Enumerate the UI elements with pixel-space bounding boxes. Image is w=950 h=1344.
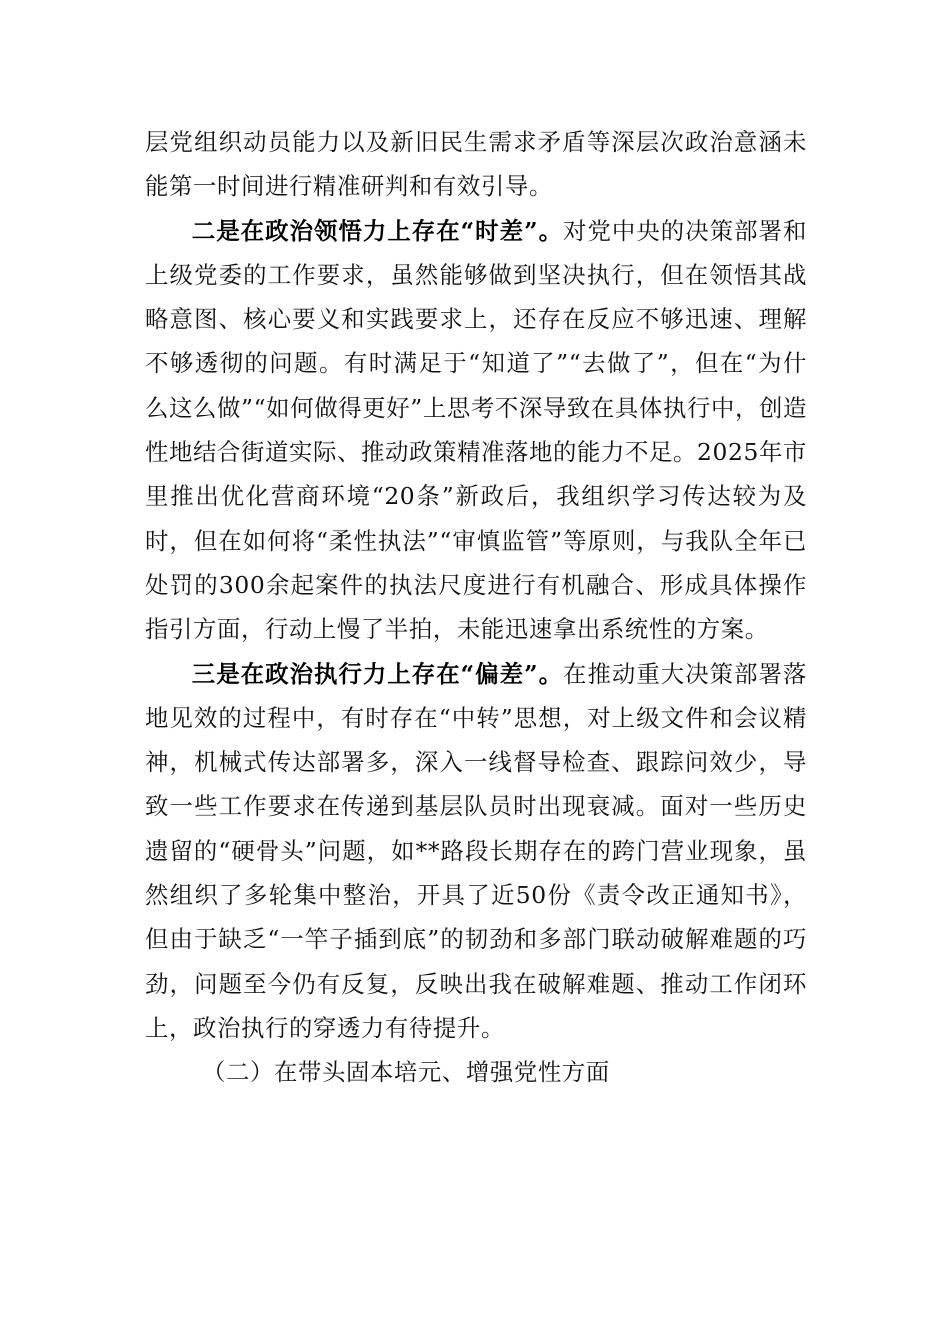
document-page (145, 120, 807, 1095)
paragraph-3-body: 在推动重大决策部署落地见效的过程中，有时存在“中转”思想，对上级文件和会议精神，机械式传达部署多，深入一线督导检查、跟踪问效少，导致一些工作要求在传递到基层队员时出现衰减。面对一些历史遗留的“硬骨头”问题，如**路段长期存在的跨门营业现象，虽然组织了多轮集中整治，开具了近50份《责令改正通知书》，但由于缺乏“一竿子插到底”的韧劲和多部门联动破解难题的巧劲，问题至今仍有反复，反映出我在破解难题、推动工作闭环上，政治执行的穿透力有待提升。 (145, 659, 807, 1042)
paragraph-political-execution (145, 652, 807, 1051)
paragraph-2-lead: 二是在政治领悟力上存在“时差”。 (191, 216, 564, 245)
paragraph-continued (145, 120, 807, 209)
paragraph-1-text: 层党组织动员能力以及新旧民生需求矛盾等深层次政治意涵未能第一时间进行精准研判和有效引导。 (145, 128, 807, 201)
section-heading: （二）在带头固本培元、增强党性方面 (202, 1058, 610, 1087)
paragraph-political-comprehension (145, 209, 807, 652)
paragraph-3-lead: 三是在政治执行力上存在“偏差”。 (191, 659, 564, 688)
paragraph-2-body: 对党中央的决策部署和上级党委的工作要求，虽然能够做到坚决执行，但在领悟其战略意图、核心要义和实践要求上，还存在反应不够迅速、理解不够透彻的问题。有时满足于“知道了”“去做了”，但在“为什么这么做”“如何做得更好”上思考不深导致在具体执行中，创造性地结合街道实际、推动政策精准落地的能力不足。2025年市里推出优化营商环境“20条”新政后，我组织学习传达较为及时，但在如何将“柔性执法”“审慎监管”等原则，与我队全年已处罚的300余起案件的执法尺度进行有机融合、形成具体操作指引方面，行动上慢了半拍，未能迅速拿出系统性的方案。 (145, 216, 807, 644)
